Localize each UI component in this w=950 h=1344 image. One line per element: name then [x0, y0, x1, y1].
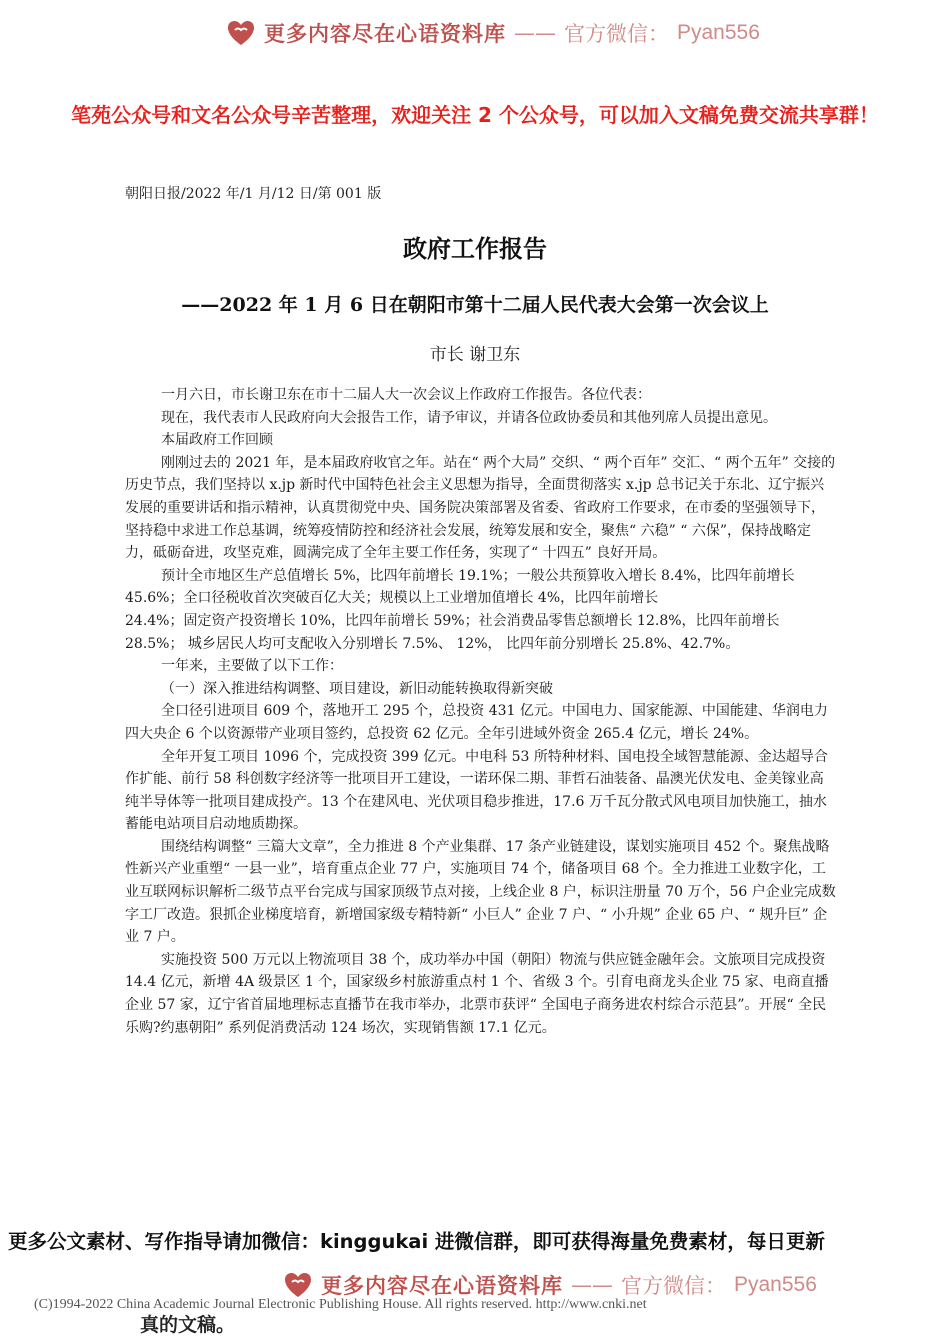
paragraph-opening: 现在，我代表市人民政府向大会报告工作，请予审议，并请各位政协委员和其他列席人员提出意见。 [161, 409, 777, 426]
heart-logo-icon [283, 1270, 313, 1300]
section-heading-structure: （一）深入推进结构调整、项目建设，新旧动能转换取得新突破 [161, 680, 553, 697]
watermark-id: Pyan556 [734, 1273, 817, 1296]
watermark-label: 官方微信： [564, 22, 669, 46]
copyright-line: (C)1994-2022 China Academic Journal Electronic Publishing House. All rights reserved. http://www.cnki.net [34, 1297, 647, 1312]
paragraph-statistics-2: 24.4%；固定资产投资增长 10%，比四年前增长 59%；社会消费品零售总额增长 12.8%，比四年前增长 28.5%； 城乡居民人均可支配收入分别增长 7.5%、 12%， 比四年前分别增长 25.8%、42.7%。 [125, 612, 780, 652]
cut-off-text: 真的文稿。 [140, 1314, 236, 1336]
paragraph-overview: 刚刚过去的 2021 年，是本届政府收官之年。站在“ 两个大局” 交织、“ 两个百年” 交汇、“ 两个五年” 交接的历史节点，我们坚持以 x.jp 新时代中国特色社会主义思想为指导，全面贯彻落实 x.jp 总书记关于东北、辽宁振兴发展的重要讲话和指示精神，认真贯彻党中央、国务院决策部署及省委、省政府工作要求，在市委的坚强领导下，坚持稳中求进工作总基调，统筹疫情防控和经济社会发展，统筹发展和安全，聚焦“ 六稳” “ 六保”，保持战略定力，砥砺奋进，攻坚克难，圆满完成了全年主要工作任务，实现了“ 十四五” 良好开局。 [125, 454, 836, 562]
promo-banner-bottom: 更多公文素材、写作指导请加微信：kinggukai 进微信群，即可获得海量免费素材，每日更新 [8, 1230, 825, 1253]
watermark-top [226, 18, 760, 48]
watermark-dash: —— [514, 21, 556, 45]
watermark-id: Pyan556 [677, 21, 760, 44]
source-line: 朝阳日报/2022 年/1 月/12 日/第 001 版 [125, 186, 382, 202]
paragraph-logistics: 实施投资 500 万元以上物流项目 38 个，成功举办中国（朝阳）物流与供应链金融年会。文旅项目完成投资 14.4 亿元，新增 4A 级景区 1 个，国家级乡村旅游重点村 1 个、省级 3 个。引育电商龙头企业 75 家、电商直播企业 57 家，辽宁省首届地理标志直播节在我市举办，北票市获评“ 全国电子商务进农村综合示范县”。开展“ 全民乐购?约惠朝阳” 系列促消费活动 124 场次，实现销售额 17.1 亿元。 [125, 951, 829, 1036]
paragraph-projects: 全口径引进项目 609 个，落地开工 295 个，总投资 431 亿元。中国电力、国家能源、中国能建、华润电力四大央企 6 个以资源带产业项目签约，总投资 62 亿元。全年引进域外资金 265.4 亿元，增长 24%。 [125, 703, 828, 742]
report-body [125, 384, 837, 1039]
watermark-bottom [283, 1270, 817, 1300]
paragraph-industry: 围绕结构调整“ 三篇大文章”，全力推进 8 个产业集群、17 条产业链建设，谋划实施项目 452 个。聚焦战略性新兴产业重塑“ 一县一业”，培育重点企业 77 户，实施项目 74 个，储备项目 68 个。全力推进工业数字化，工业互联网标识解析二级节点平台完成与国家顶级节点对接，上线企业 8 户，标识注册量 70 万个，56 户企业完成数字工厂改造。狠抓企业梯度培育，新增国家级专精特新“ 小巨人” 企业 7 户、“ 小升规” 企业 65 户、“ 规升巨” 企业 7 户。 [125, 838, 836, 946]
paragraph-construction: 全年开复工项目 1096 个，完成投资 399 亿元。中电科 53 所特种材料、国电投全域智慧能源、金达超导合作扩能、前行 58 科创数字经济等一批项目开工建设，一诺环保二期、菲哲石油装备、晶澳光伏发电、金美镓业高纯半导体等一批项目建成投产。13 个在建风电、光伏项目稳步推进，17.6 万千瓦分散式风电项目加快施工，抽水蓄能电站项目启动地质勘探。 [125, 748, 828, 833]
paragraph-intro: 一月六日，市长谢卫东在市十二届人大一次会议上作政府工作报告。各位代表： [161, 387, 651, 403]
document-author: 市长 谢卫东 [429, 345, 521, 365]
watermark-text: 更多内容尽在心语资料库 [321, 1274, 563, 1298]
paragraph-work-intro: 一年来，主要做了以下工作： [161, 658, 343, 675]
promo-banner-top: 笔苑公众号和文名公众号辛苦整理，欢迎关注 2 个公众号，可以加入文稿免费交流共享群！ [71, 103, 879, 127]
watermark-label: 官方微信： [621, 1274, 726, 1298]
document-subtitle: ——2022 年 1 月 6 日在朝阳市第十二届人民代表大会第一次会议上 [181, 294, 769, 316]
section-heading-review: 本届政府工作回顾 [161, 432, 273, 449]
watermark-dash: —— [571, 1273, 613, 1297]
watermark-text: 更多内容尽在心语资料库 [264, 22, 506, 46]
heart-logo-icon [226, 18, 256, 48]
document-title: 政府工作报告 [403, 235, 547, 263]
paragraph-statistics-1: 预计全市地区生产总值增长 5%，比四年前增长 19.1%；一般公共预算收入增长 8.4%，比四年前增长 45.6%；全口径税收首次突破百亿大关；规模以上工业增加值增长 4%，比四年前增长 [125, 567, 795, 607]
